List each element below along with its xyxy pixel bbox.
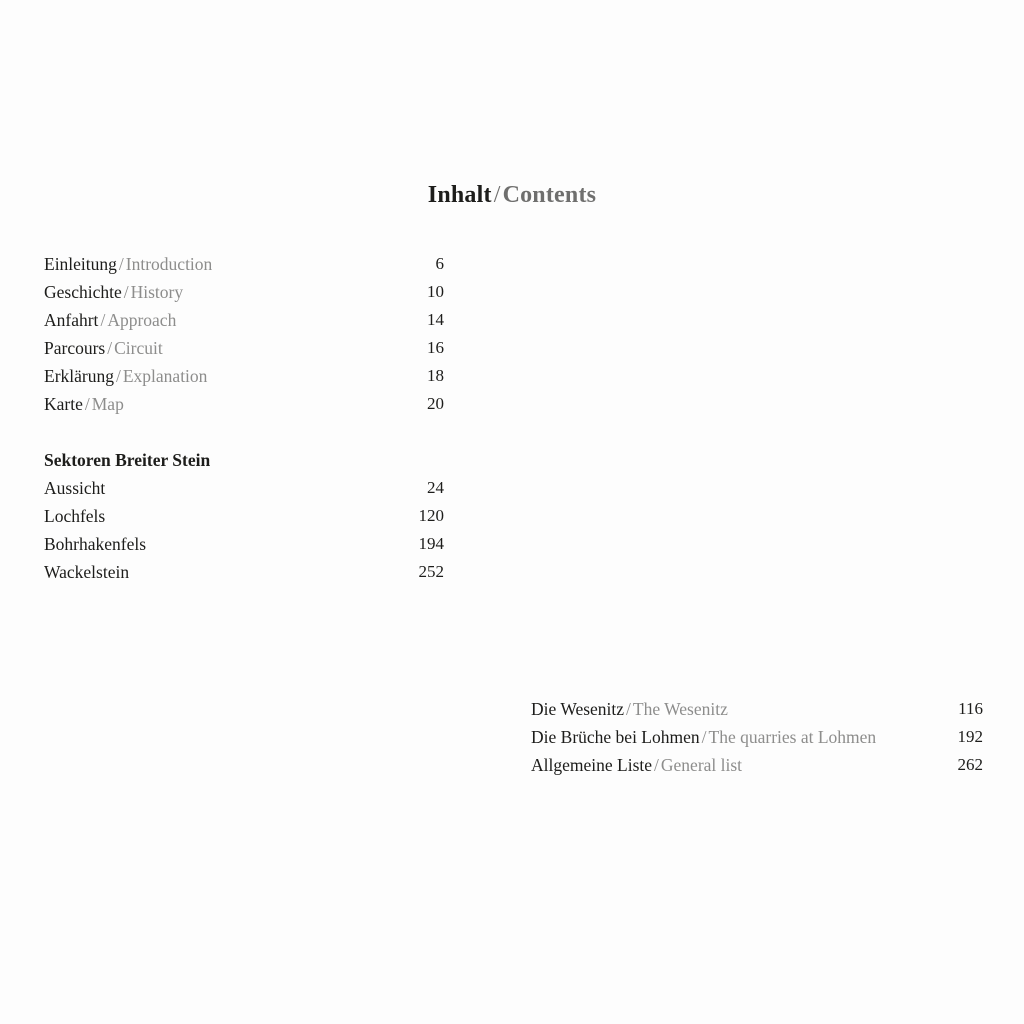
entry-label-de: Die Brüche bei Lohmen bbox=[531, 727, 700, 747]
entry-separator: / bbox=[701, 727, 707, 747]
entry-label-en: The quarries at Lohmen bbox=[708, 727, 877, 747]
entry-page-number: 6 bbox=[435, 254, 444, 273]
toc-entry[interactable] bbox=[44, 278, 444, 306]
toc-entry[interactable] bbox=[44, 558, 444, 586]
entry-page-number: 262 bbox=[957, 755, 983, 774]
entry-label-de: Bohrhakenfels bbox=[44, 534, 147, 554]
entry-label-de: Lochfels bbox=[44, 506, 106, 526]
entry-label-en: Map bbox=[91, 394, 124, 414]
entry-label-en: Circuit bbox=[114, 338, 163, 358]
entry-label-de: Anfahrt bbox=[44, 310, 99, 330]
entry-label-de: Einleitung bbox=[44, 254, 117, 274]
toc-entry[interactable] bbox=[44, 334, 444, 362]
title-de: Inhalt bbox=[427, 182, 492, 208]
toc-entry[interactable] bbox=[44, 502, 444, 530]
entry-label-en: Approach bbox=[107, 310, 177, 330]
title-en: Contents bbox=[502, 182, 597, 208]
entry-label-de: Allgemeine Liste bbox=[531, 755, 653, 775]
entry-page-number: 252 bbox=[418, 562, 444, 581]
toc-entry[interactable] bbox=[531, 751, 983, 779]
entry-label-de: Die Wesenitz bbox=[531, 699, 625, 719]
entry-label-de: Karte bbox=[44, 394, 83, 414]
toc-entry[interactable] bbox=[44, 474, 444, 502]
title-separator: / bbox=[493, 182, 501, 208]
entry-label-de: Wackelstein bbox=[44, 562, 130, 582]
entry-page-number: 24 bbox=[427, 478, 444, 497]
toc-entry[interactable] bbox=[44, 250, 444, 278]
toc-entry[interactable] bbox=[531, 695, 983, 723]
entry-label-de: Geschichte bbox=[44, 282, 122, 302]
entry-separator: / bbox=[84, 394, 90, 414]
page-title bbox=[0, 182, 1024, 209]
entry-page-number: 194 bbox=[418, 534, 444, 553]
entry-page-number: 10 bbox=[427, 282, 444, 301]
section-heading: Sektoren Breiter Stein bbox=[44, 450, 211, 470]
entry-label-en: General list bbox=[660, 755, 743, 775]
entry-separator: / bbox=[107, 338, 113, 358]
entry-page-number: 120 bbox=[418, 506, 444, 525]
entry-label-de: Erklärung bbox=[44, 366, 114, 386]
entry-separator: / bbox=[123, 282, 129, 302]
entry-page-number: 16 bbox=[427, 338, 444, 357]
entry-label-de: Aussicht bbox=[44, 478, 106, 498]
column-spacer bbox=[44, 418, 444, 446]
entry-page-number: 20 bbox=[427, 394, 444, 413]
entry-label-en: The Wesenitz bbox=[632, 699, 728, 719]
entry-label-en: Explanation bbox=[122, 366, 208, 386]
entry-page-number: 14 bbox=[427, 310, 444, 329]
entry-separator: / bbox=[654, 755, 659, 775]
entry-page-number: 116 bbox=[958, 699, 983, 718]
toc-entry[interactable] bbox=[44, 530, 444, 558]
entry-label-de: Parcours bbox=[44, 338, 106, 358]
entry-label-en: History bbox=[130, 282, 184, 302]
entry-separator: / bbox=[118, 254, 124, 274]
toc-entry[interactable] bbox=[44, 362, 444, 390]
entry-separator: / bbox=[626, 699, 631, 719]
toc-left-column bbox=[44, 250, 444, 586]
toc-entry[interactable] bbox=[44, 306, 444, 334]
toc-entry[interactable] bbox=[531, 723, 983, 751]
entry-page-number: 192 bbox=[957, 727, 983, 746]
entry-page-number: 18 bbox=[427, 366, 444, 385]
toc-entry[interactable] bbox=[44, 390, 444, 418]
entry-label-en: Introduction bbox=[125, 254, 213, 274]
entry-separator: / bbox=[115, 366, 121, 386]
toc-right-column bbox=[531, 695, 983, 779]
entry-separator: / bbox=[100, 310, 106, 330]
